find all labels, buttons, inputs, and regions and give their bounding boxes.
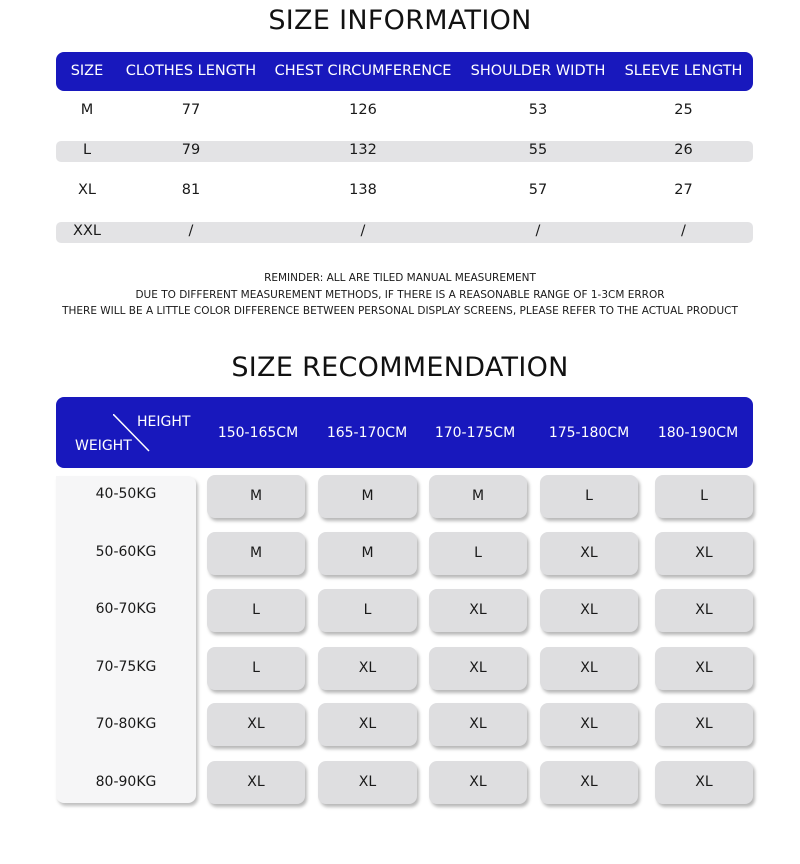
recommended-size-cell: XL <box>207 703 305 746</box>
height-header: 170-175CM <box>434 425 516 441</box>
recommended-size-cell: XL <box>540 589 638 632</box>
recommended-size-cell: XL <box>318 703 417 746</box>
sleeve-cell: 26 <box>674 142 693 158</box>
recommended-size-cell: XL <box>655 761 753 804</box>
shoulder-cell: 55 <box>528 142 548 158</box>
header-chest-circumference: CHEST CIRCUMFERENCE <box>274 63 452 79</box>
shoulder-cell: 53 <box>528 102 548 118</box>
recommended-size-cell: XL <box>540 532 638 575</box>
weight-label: 40-50KG <box>95 486 157 502</box>
recommended-size-cell: XL <box>207 761 305 804</box>
corner-diagonal-divider <box>113 414 153 454</box>
recommended-size-cell: XL <box>540 703 638 746</box>
chest-cell: 138 <box>349 182 377 198</box>
size-information-title: SIZE INFORMATION <box>268 5 532 36</box>
height-header: 165-170CM <box>326 425 408 441</box>
recommended-size-cell: M <box>318 532 417 575</box>
height-header: 180-190CM <box>657 425 739 441</box>
size-row-xxl <box>56 222 753 243</box>
recommended-size-cell: XL <box>318 647 417 690</box>
size-cell: M <box>80 102 94 118</box>
measurement-notes <box>0 270 800 320</box>
sleeve-cell: / <box>681 223 686 239</box>
recommended-size-cell: XL <box>540 647 638 690</box>
recommended-size-cell: M <box>207 475 305 518</box>
size-recommendation-title: SIZE RECOMMENDATION <box>231 352 569 383</box>
size-cell: XXL <box>73 223 101 239</box>
weight-label: 70-75KG <box>95 659 157 675</box>
recommended-size-cell: XL <box>655 647 753 690</box>
note-line: DUE TO DIFFERENT MEASUREMENT METHODS, IF THERE IS A REASONABLE RANGE OF 1-3CM ERROR <box>135 288 665 301</box>
recommended-size-cell: XL <box>540 761 638 804</box>
recommended-size-cell: XL <box>655 589 753 632</box>
height-header: 175-180CM <box>548 425 630 441</box>
note-line: REMINDER: ALL ARE TILED MANUAL MEASUREMENT <box>264 272 536 284</box>
recommended-size-cell: XL <box>429 703 527 746</box>
clothes-length-cell: 79 <box>181 142 201 158</box>
clothes-length-cell: 81 <box>181 182 201 198</box>
sleeve-cell: 25 <box>674 102 693 118</box>
recommended-size-cell: XL <box>429 589 527 632</box>
header-size: SIZE <box>70 63 104 79</box>
recommended-size-cell: M <box>318 475 417 518</box>
corner-height-label: HEIGHT <box>137 414 191 430</box>
size-cell: L <box>82 142 92 158</box>
weight-label: 80-90KG <box>95 774 157 790</box>
recommended-size-cell: XL <box>429 761 527 804</box>
recommended-size-cell: L <box>540 475 638 518</box>
recommended-size-cell: M <box>429 475 527 518</box>
chest-cell: / <box>360 223 366 239</box>
chest-cell: 132 <box>349 142 377 158</box>
clothes-length-cell: 77 <box>181 102 201 118</box>
recommended-size-cell: M <box>207 532 305 575</box>
recommended-size-cell: XL <box>655 532 753 575</box>
weight-label: 50-60KG <box>95 544 157 560</box>
recommended-size-cell: L <box>655 475 753 518</box>
weight-label: 70-80KG <box>95 716 157 732</box>
note-line: THERE WILL BE A LITTLE COLOR DIFFERENCE BETWEEN PERSONAL DISPLAY SCREENS, PLEASE REFER TO THE ACTUAL PRODUCT <box>62 305 738 317</box>
header-shoulder-width: SHOULDER WIDTH <box>470 63 606 79</box>
height-header: 150-165CM <box>217 425 299 441</box>
size-row-l <box>56 141 753 162</box>
chest-cell: 126 <box>349 102 377 118</box>
size-row-xl <box>56 181 753 202</box>
recommended-size-cell: L <box>318 589 417 632</box>
size-row-m <box>56 101 753 122</box>
sleeve-cell: 27 <box>674 182 693 198</box>
recommended-size-cell: L <box>207 647 305 690</box>
recommended-size-cell: L <box>429 532 527 575</box>
header-clothes-length: CLOTHES LENGTH <box>125 63 257 79</box>
recommended-size-cell: XL <box>429 647 527 690</box>
recommended-size-cell: L <box>207 589 305 632</box>
clothes-length-cell: / <box>188 223 194 239</box>
size-rec-header <box>56 397 753 468</box>
size-info-header <box>56 52 753 91</box>
recommended-size-cell: XL <box>655 703 753 746</box>
corner-weight-label: WEIGHT <box>75 438 132 454</box>
recommended-size-cell: XL <box>318 761 417 804</box>
shoulder-cell: / <box>535 223 541 239</box>
header-sleeve-length: SLEEVE LENGTH <box>624 63 743 79</box>
weight-label: 60-70KG <box>95 601 157 617</box>
weight-column <box>56 476 196 803</box>
size-cell: XL <box>77 182 96 198</box>
shoulder-cell: 57 <box>528 182 548 198</box>
